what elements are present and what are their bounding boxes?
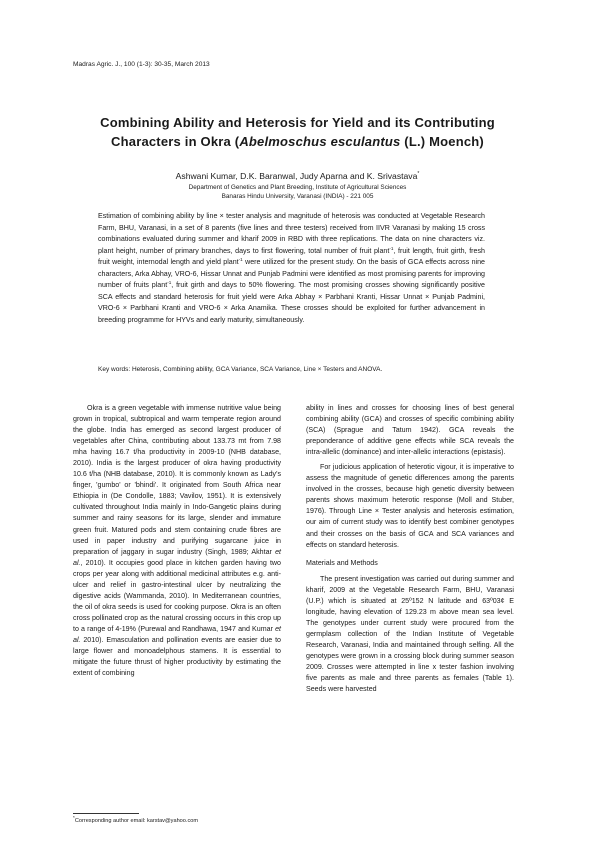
corresponding-mark: * <box>417 171 420 177</box>
footnote: *Corresponding author email: karstav@yahoo.com <box>73 815 199 824</box>
author-list: Ashwani Kumar, D.K. Baranwal, Judy Aparna and K. Srivastava* <box>175 171 420 181</box>
footnote-rule <box>73 813 139 814</box>
keywords: Key words: Heterosis, Combining ability, GCA Variance, SCA Variance, Line × Testers and ANOVA. <box>98 366 383 373</box>
body-paragraph: ability in lines and crosses for choosing lines of best general combining ability (GCA) and crosses of specific combining ability (SCA) (Sprague and Tatum 1942). GCA reveals the preponderance of additive gene effects while SCA reveals the intra-allelic (dominance) and inter-allelic interactions (epistasis). <box>306 404 514 457</box>
section-heading: Materials and Methods <box>306 558 378 567</box>
intro-paragraph: Okra is a green vegetable with immense nutritive value being grown in tropical, subtropical and warm temperate region around the globe. India has emerged as second largest producer of vegetables after China, contributing about 133.73 mt from 7.98 mha having 16.7 t/ha productivity in 2009-10 (NHB database, 2010). India is the largest producer of okra having productivity 10.6 t/ha (NHB database, 2010). It is commonly known as Lady's finger, 'gumbo' or 'bhindi'. It originated from South Africa near Ethiopia in (De Condolle, 1883; Vavilov, 1951). It is extensively cultivated throughout India mainly in Indo-Gangetic plains during summer and rainy seasons for its large, slender and immature green fruit. Matured pods and stem containing crude fibres are used in paper industry and purifying sugarcane juice in preparation of jaggary in sugar industry (Singh, 1989; Akhtar et al., 2010). It occupies good place in kitchen garden having two crops per year along with additional medicinal attributes e.g. anti-ulcer and relief in gastro-intestinal ulcer by neutralizing the digestive acids (Wammanda, 2010). In Mediterranean countries, the oil of okra seeds is used for cooking purpose. Okra is an often cross pollinated crop as the natural crossing occurs in this crop up to a range of 4-19% (Purewal and Randhawa, 1947 and Kumar et al. 2010). Emasculation and pollination events are easier due to large flower and monoadelphous stamens. It is essential to mitigate the future thrust of higher productivity by estimating the extent of combining <box>73 404 281 678</box>
journal-citation: Madras Agric. J., 100 (1-3): 30-35, March 2013 <box>73 61 210 68</box>
abstract: Estimation of combining ability by line × tester analysis and magnitude of heterosis was conducted at Vegetable Research Farm, BHU, Varanasi, in a set of 8 parents (five lines and three testers) received from IIVR Varanasi by making 15 cross combinations evaluated during summer and kharif 2009 in RBD with three replications. The data on nine characters viz. plant height, number of primary branches, days to first flowering, total number of fruit plant$^{-1}$, fruit length, fruit girth, fresh fruit weight, internodal length and yield plant$^{-1}$ were utilized for the present study. On the basis of GCA effects across nine characters, Arka Abhay, VRO-6, Hissar Unnat and Punjab Padmini were identified as most promising parents for improving number of fruits plant$^{-1}$, fruit girth and days to 50% flowering. The most promising crosses showing significantly positive SCA effects and standard heterosis for fruit yield were Arka Abhay × Parbhani Kranti, Hissar Unnat × Punjab Padmini, VRO-6 × Parbhani Kranti and VRO-6 × Arka Anamika. These crosses should be exploited for further advancement in breeding programme for HYVs and early maturity, simultaneously. <box>98 212 486 324</box>
affiliation: Department of Genetics and Plant Breeding, Institute of Agricultural Sciences Banaras Hindu University, Varanasi (INDIA) - 221 005 <box>188 184 407 200</box>
title-line-1: Combining Ability and Heterosis for Yield and its Contributing <box>100 115 495 130</box>
article-title <box>60 113 535 151</box>
body-column-left <box>73 403 281 679</box>
title-line-2: Characters in Okra (Abelmoschus esculantus (L.) Moench) <box>111 134 484 149</box>
body-paragraph: The present investigation was carried out during summer and kharif, 2009 at the Vegetable Research Farm, BHU, Varanasi (U.P.) which is situated at 25º152 N latitude and 63º03¢ E longitude, having elevation of 129.23 m above mean sea level. The genotypes under current study were procured from the germplasm collection of the Indian Institute of Vegetable Research, Varanasi, India and maintained through selfing. All the genotypes were grown in a crossing block during summer season 2009. Crosses were attempted in line x tester fashion involving five parents as male and three parents as females (Table 1). Seeds were harvested <box>306 574 514 694</box>
species-name: Abelmoschus esculantus <box>239 134 401 149</box>
body-paragraph: For judicious application of heterotic vigour, it is imperative to assess the magnitude of genetic differences among the parents involved in the crosses, because high genetic diversity between parents shows maximum heterotic response (Moll and Stuber, 1976). Through Line × Tester analysis and heterosis estimation, our aim of current study was to identify best combiner genotypes and their crosses on the basis of GCA and SCA variances and effects on standard heterosis. <box>306 463 514 549</box>
body-column-right <box>306 403 514 695</box>
